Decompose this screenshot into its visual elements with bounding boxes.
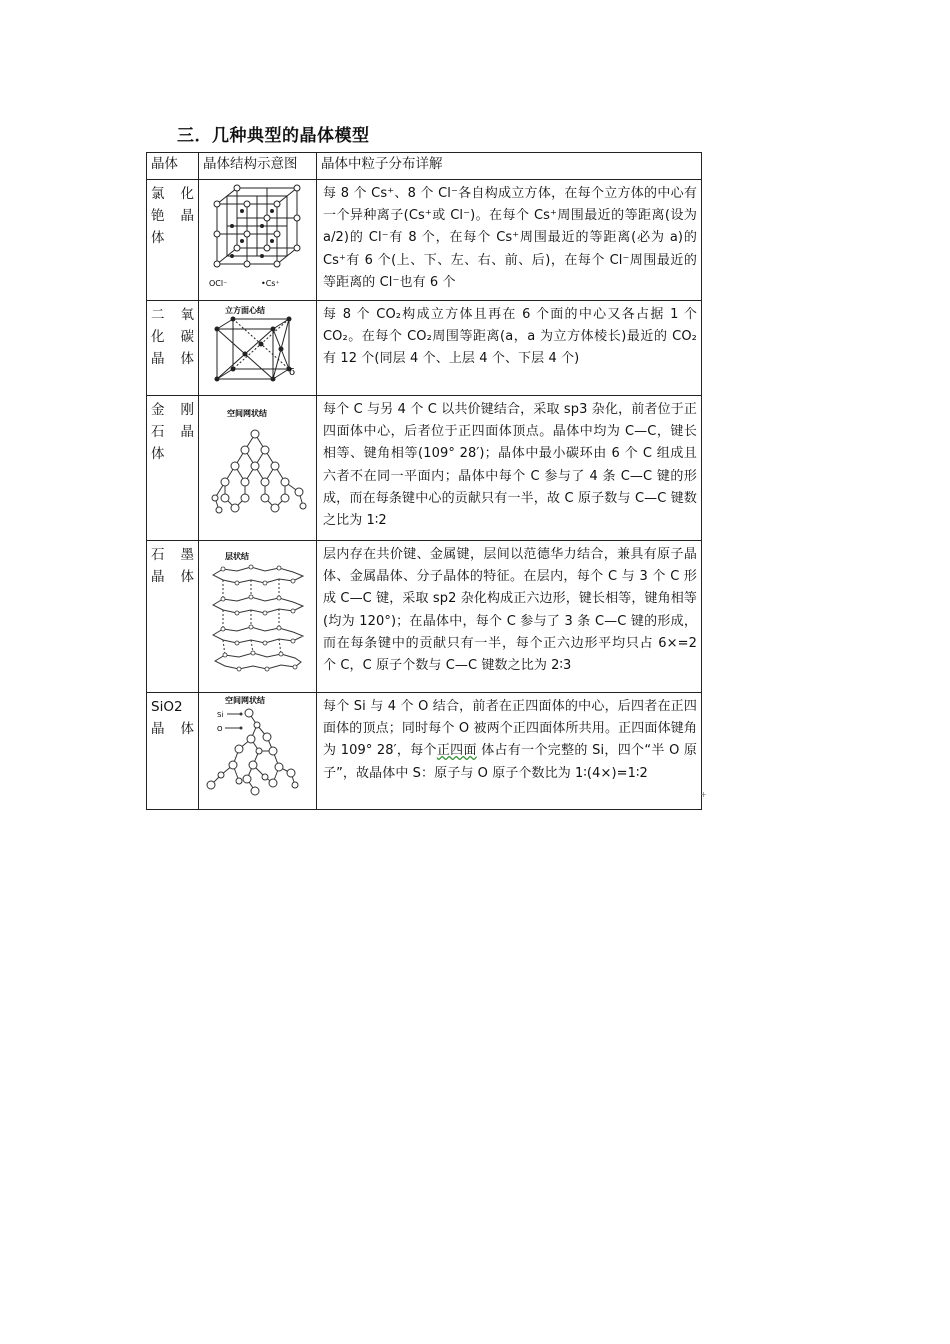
cscl-description: 每 8 个 Cs⁺、8 个 Cl⁻各自构成立方体，在每个立方体的中心有一个异种离子(Cs⁺或 Cl⁻)。在每个 Cs⁺周围最近的等距离(设为 a/2)的 Cl⁻有 8 个，在每个 Cs⁺周围最近的等距离(必为 a)的 Cs⁺有 6 个(上、下、左、右、前、后)，在每个 Cl⁻周围最近的等距离的 Cl⁻也有 6 个 bbox=[317, 180, 702, 301]
diamond-title: 空间网状结 bbox=[226, 409, 267, 418]
table-row bbox=[147, 541, 702, 693]
cesium-legend: •Cs⁺ bbox=[260, 279, 280, 288]
sio2-description: 每个 Si 与 4 个 O 结合，前者在正四面体的中心，后四者在正四面体的顶点；同时每个 O 被两个正四面体所共用。正四面体键角为 109° 28′，每个正四面 体占有一个完整的 Si，四个“半 O 原子”，故晶体中 S：原子与 O 原子个数比为 1∶(4×)=1∶2 bbox=[317, 693, 702, 810]
chloride-legend: OCl⁻ bbox=[208, 279, 227, 288]
sio2-network-diagram bbox=[203, 693, 313, 801]
figure-cell bbox=[199, 396, 317, 541]
crystal-model-table bbox=[146, 152, 702, 810]
crystal-name-cscl: 氯 化 铯 晶 体 bbox=[147, 180, 199, 301]
cscl-lattice-diagram bbox=[203, 180, 313, 292]
figure-cell bbox=[199, 180, 317, 301]
fcc-title: 立方面心结 bbox=[224, 306, 265, 315]
wavy-underlined-text: 正四面 bbox=[436, 743, 477, 759]
o-label: O bbox=[216, 725, 223, 733]
table-row bbox=[147, 180, 702, 301]
crystal-name-graphite: 石 墨 晶体 bbox=[147, 541, 199, 693]
co2-description: 每 8 个 CO₂构成立方体且再在 6 个面的中心又各占据 1 个 CO₂。在每个 CO₂周围等距离(a，a 为立方体棱长)最近的 CO₂有 12 个(同层 4 个、上层 4 个、下层 4 个) bbox=[317, 301, 702, 396]
svg-text:δ: δ bbox=[288, 367, 295, 378]
crystal-name-co2: 二 氧 化 碳 晶体 bbox=[147, 301, 199, 396]
sio2-title: 空间网状结 bbox=[224, 696, 265, 705]
graphite-layer-diagram bbox=[203, 541, 313, 679]
co2-fcc-diagram bbox=[203, 301, 313, 387]
corner-mark: + bbox=[700, 790, 707, 799]
section-heading: 三．几种典型的晶体模型 bbox=[177, 126, 370, 146]
diamond-description: 每个 C 与另 4 个 C 以共价键结合，采取 sp3 杂化，前者位于正四面体中心，后者位于正四面体顶点。晶体中均为 C—C，键长相等、键角相等(109° 28′)；晶体中最小碳环由 6 个 C 组成且六者不在同一平面内；晶体中每个 C 参与了 4 条 C—C 键的形成，而在每条键中心的贡献只有一半，故 C 原子数与 C—C 键数之比为 1∶2 bbox=[317, 396, 702, 541]
table-row bbox=[147, 396, 702, 541]
crystal-name-diamond: 金 刚 石 晶 体 bbox=[147, 396, 199, 541]
graphite-title: 层状结 bbox=[224, 552, 249, 561]
table-row bbox=[147, 693, 702, 810]
table-header-row bbox=[147, 153, 702, 180]
si-label: Si bbox=[216, 711, 223, 719]
header-distribution-detail: 晶体中粒子分布详解 bbox=[317, 153, 702, 180]
figure-cell bbox=[199, 541, 317, 693]
figure-cell bbox=[199, 693, 317, 810]
header-structure-diagram: 晶体结构示意图 bbox=[199, 153, 317, 180]
figure-cell bbox=[199, 301, 317, 396]
graphite-description: 层内存在共价键、金属键，层间以范德华力结合，兼具有原子晶体、金属晶体、分子晶体的特征。在层内，每个 C 与 3 个 C 形成 C—C 键，采取 sp2 杂化构成正六边形，键长相等，键角相等(均为 120°)；在晶体中，每个 C 参与了 3 条 C—C 键的形成，而在每条键中的贡献只有一半，每个正六边形平均只占 6×=2 个 C，C 原子个数与 C—C 键数之比为 2∶3 bbox=[317, 541, 702, 693]
crystal-name-sio2: SiO2 晶体 bbox=[147, 693, 199, 810]
header-crystal: 晶体 bbox=[147, 153, 199, 180]
diamond-network-diagram bbox=[203, 396, 313, 526]
table-row bbox=[147, 301, 702, 396]
